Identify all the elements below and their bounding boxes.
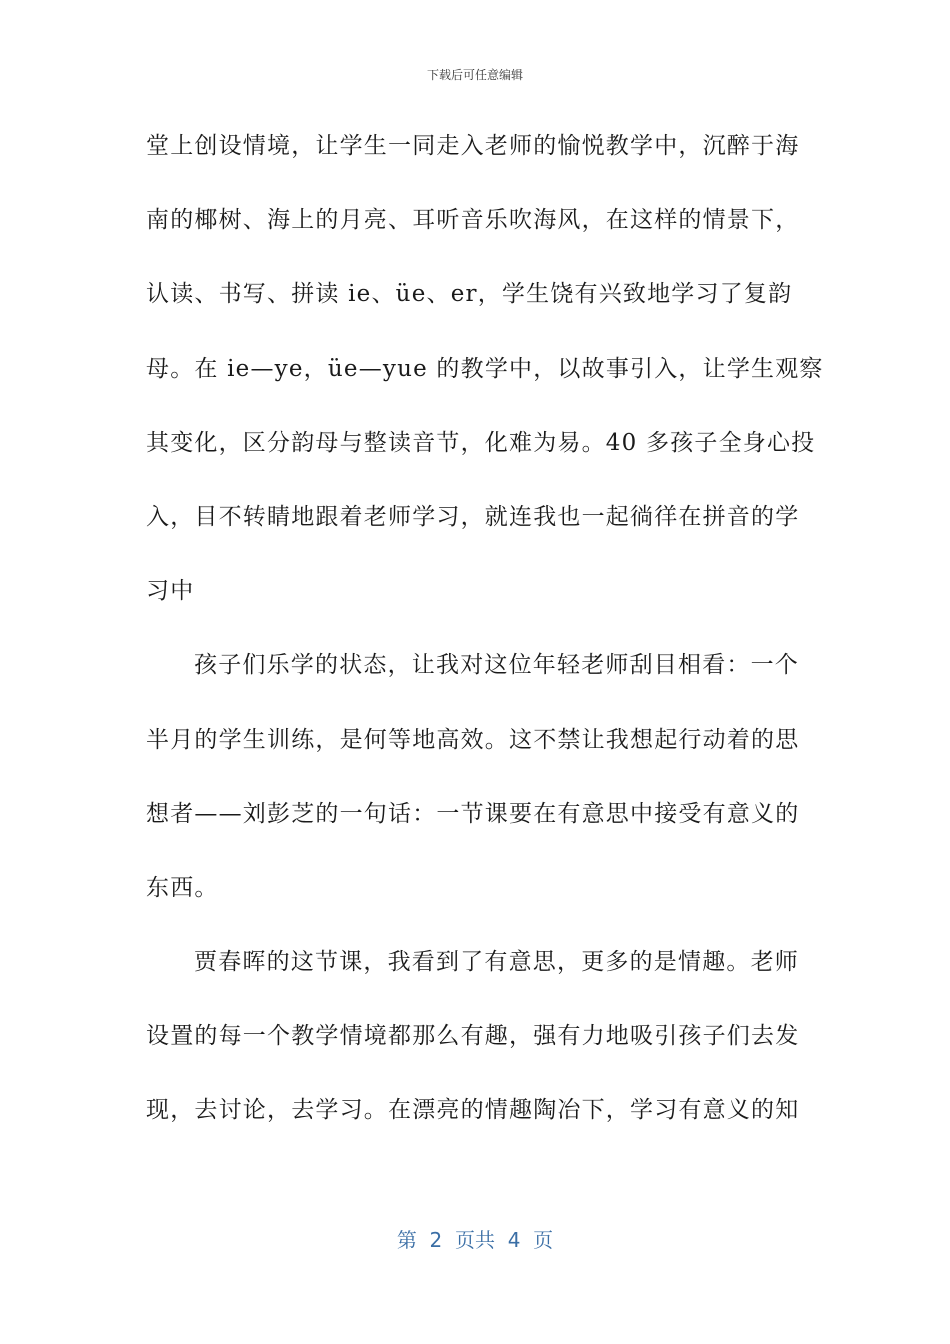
text-line: 认读、书写、拼读 ie、üe、er，学生饶有兴致地学习了复韵 (146, 281, 793, 308)
text-line: 想者——刘彭芝的一句话：一节课要在有意思中接受有意义的 (146, 800, 800, 827)
document-body (146, 120, 824, 1159)
paragraph-start-line: 贾春晖的这节课，我看到了有意思，更多的是情趣。老师 (194, 949, 799, 976)
text-line: 东西。 (146, 874, 219, 901)
header-note: 下载后可任意编辑 (426, 68, 523, 82)
page-number-footer: 第 2 页共 4 页 (396, 1228, 554, 1252)
text-line: 其变化，区分韵母与整读音节，化难为易。40 多孩子全身心投 (146, 429, 816, 456)
text-line: 习中 (146, 578, 195, 605)
text-line: 半月的学生训练，是何等地高效。这不禁让我想起行动着的思 (146, 726, 800, 753)
text-line: 南的椰树、海上的月亮、耳听音乐吹海风，在这样的情景下， (146, 207, 800, 234)
text-line: 堂上创设情境，让学生一同走入老师的愉悦教学中，沉醉于海 (146, 133, 800, 159)
text-line: 现，去讨论，去学习。在漂亮的情趣陶冶下，学习有意义的知 (146, 1097, 800, 1124)
text-line: 母。在 ie—ye，üe—yue 的教学中，以故事引入，让学生观察 (146, 355, 824, 382)
text-line: 入，目不转睛地跟着老师学习，就连我也一起徜徉在拼音的学 (146, 503, 800, 530)
text-line: 设置的每一个教学情境都那么有趣，强有力地吸引孩子们去发 (146, 1023, 800, 1050)
paragraph-start-line: 孩子们乐学的状态，让我对这位年轻老师刮目相看：一个 (194, 652, 799, 679)
